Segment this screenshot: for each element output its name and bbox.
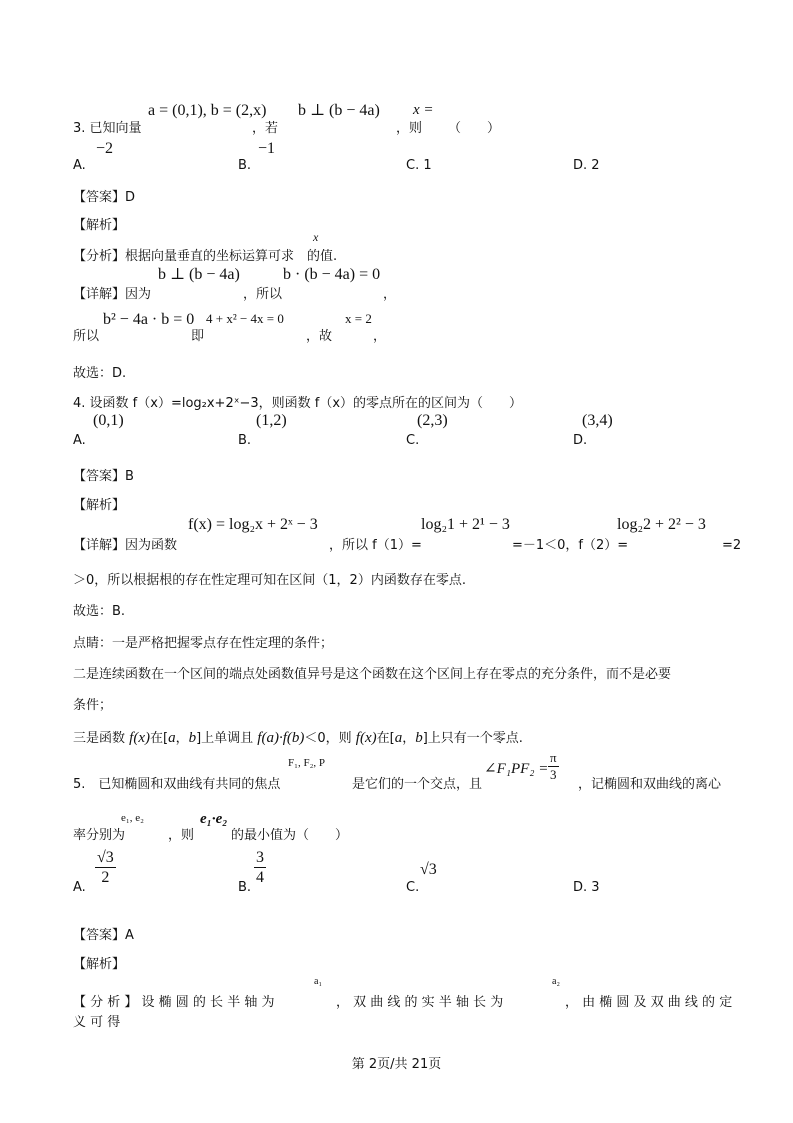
formula-equation: 4 + x² − 4x = 0	[206, 311, 284, 326]
formula-e1-e2: e₁, e₂	[121, 812, 144, 824]
q5-stem-eccentricity: ，记椭圆和双曲线的离心	[578, 777, 722, 792]
q3-detail-comma: ，	[383, 287, 397, 302]
q5-answer: 【答案】A	[73, 928, 134, 943]
formula-perpendicular: b ⊥ (b − 4a)	[298, 102, 380, 119]
formula-f1: log₂1 + 2¹ − 3	[421, 516, 510, 533]
q4-note-2: 二是连续函数在一个区间的端点处函数值异号是这个函数在这个区间上存在零点的充分条件，而不是必要	[73, 667, 672, 682]
q5-stem-intersection: 是它们的一个交点，且	[352, 777, 483, 792]
q3-line3-comma: ，	[373, 329, 387, 344]
q3-analysis: 【分析】根据向量垂直的坐标运算可求 的值.	[73, 249, 338, 264]
q5-option-a: A.	[73, 880, 86, 895]
q5-analysis-definition: ， 由 椭 圆 及 双 曲 线 的 定	[565, 995, 733, 1010]
q3-option-b: B.	[238, 158, 252, 173]
formula-x: x =	[413, 102, 434, 118]
q4-option-b: B.	[238, 433, 252, 448]
q3-option-d: D. 2	[573, 158, 600, 173]
q3-answer: 【答案】D	[73, 190, 136, 205]
formula-x-result: x = 2	[345, 311, 372, 326]
q4-detail-so: ，所以 f（1）=	[329, 538, 422, 553]
q3-x-above: x	[313, 230, 319, 244]
q4-option-a: A.	[73, 433, 86, 448]
q3-option-c: C. 1	[406, 158, 432, 173]
q5-option-d: D. 3	[573, 880, 600, 895]
q3-val-a: −2	[96, 140, 114, 157]
q3-line3-hence: ，故	[306, 329, 333, 344]
q5-stem: 5. 已知椭圆和双曲线有共同的焦点	[73, 777, 281, 792]
q4-interval-d: (3,4)	[582, 412, 613, 429]
formula-perpendicular-2: b ⊥ (b − 4a)	[158, 266, 240, 283]
q5-value-a: $\frac{√3}{2}$	[97, 849, 114, 887]
page-footer: 第 2页/共 21页	[351, 1057, 442, 1072]
q4-note-2-cont: 条件；	[73, 698, 113, 713]
formula-dot: b · (b − 4a) = 0	[283, 266, 381, 283]
q3-detail-so: ，所以	[243, 287, 283, 302]
q5-option-c: C.	[406, 880, 420, 895]
q4-note-3: 三是函数 f(x)在[a，b]上单调且 f(a)·f(b)＜0，则 f(x)在[a，b]上只有一个零点.	[73, 730, 523, 746]
formula-pi-over-3: $\frac{\pi}{3}$	[550, 750, 557, 782]
q3-detail-because: 【详解】因为	[73, 287, 152, 302]
formula-a2: a₂	[552, 976, 560, 987]
q4-interval-b: (1,2)	[256, 412, 287, 429]
q5-analysis-hyperbola: ， 双 曲 线 的 实 半 轴 长 为	[336, 995, 504, 1010]
q4-answer: 【答案】B	[73, 469, 134, 484]
formula-expand: b² − 4a · b = 0	[103, 311, 195, 328]
q3-stem-then: ，则	[396, 121, 423, 136]
formula-f2: log₂2 + 2² − 3	[617, 516, 706, 533]
formula-a1: a₁	[314, 976, 322, 987]
q4-interval-c: (2,3)	[417, 412, 448, 429]
q5-value-b: $\frac{3}{4}$	[256, 849, 264, 887]
formula-angle: ∠F₁PF₂ =	[484, 761, 549, 777]
q4-detail-neg: =－1＜0，f（2）=	[512, 538, 629, 553]
q4-stem: 4. 设函数 f（x）=log₂x+2ˣ−3，则函数 f（x）的零点所在的区间为（ ）	[73, 396, 523, 411]
q5-stem2-then: ，则	[168, 828, 195, 843]
q4-detail-conclusion: ＞0，所以根据根的存在性定理可知在区间（1，2）内函数存在零点.	[73, 573, 466, 588]
q5-stem2-min: 的最小值为（ ）	[231, 828, 349, 843]
q5-analysis-cont: 义 可 得	[73, 1015, 121, 1030]
q4-jiexi: 【解析】	[73, 498, 126, 513]
q4-interval-a: (0,1)	[93, 412, 124, 429]
formula-foci: F₁, F₂, P	[288, 757, 326, 769]
q4-detail-eq2: =2	[722, 538, 742, 553]
q5-analysis: 【 分 析 】 设 椭 圆 的 长 半 轴 为	[73, 995, 275, 1010]
q4-option-c: C.	[406, 433, 420, 448]
q4-option-d: D.	[573, 433, 588, 448]
formula-product: e₁·e₂	[200, 811, 228, 827]
q3-line3-namely: 即	[191, 329, 205, 344]
q4-detail-because: 【详解】因为函数	[73, 538, 178, 553]
q5-value-c: √3	[420, 861, 437, 878]
q3-choose: 故选：D.	[73, 366, 127, 381]
q5-option-b: B.	[238, 880, 252, 895]
formula-vectors: a = (0,1), b = (2,x)	[148, 102, 267, 119]
q3-stem-brackets: （ ）	[448, 121, 501, 136]
q3-line3-so: 所以	[73, 329, 100, 344]
q3-jiexi: 【解析】	[73, 218, 126, 233]
formula-function: f(x) = log₂x + 2ˣ − 3	[188, 516, 318, 533]
q3-option-a: A.	[73, 158, 86, 173]
q5-jiexi: 【解析】	[73, 957, 126, 972]
q3-stem-if: ，若	[252, 121, 279, 136]
q4-choose: 故选：B.	[73, 604, 126, 619]
q4-note-1: 点睛：一是严格把握零点存在性定理的条件；	[73, 636, 334, 651]
q3-val-b: −1	[258, 140, 276, 157]
q3-stem: 3. 已知向量	[73, 121, 142, 136]
q5-stem2: 率分别为	[73, 828, 126, 843]
